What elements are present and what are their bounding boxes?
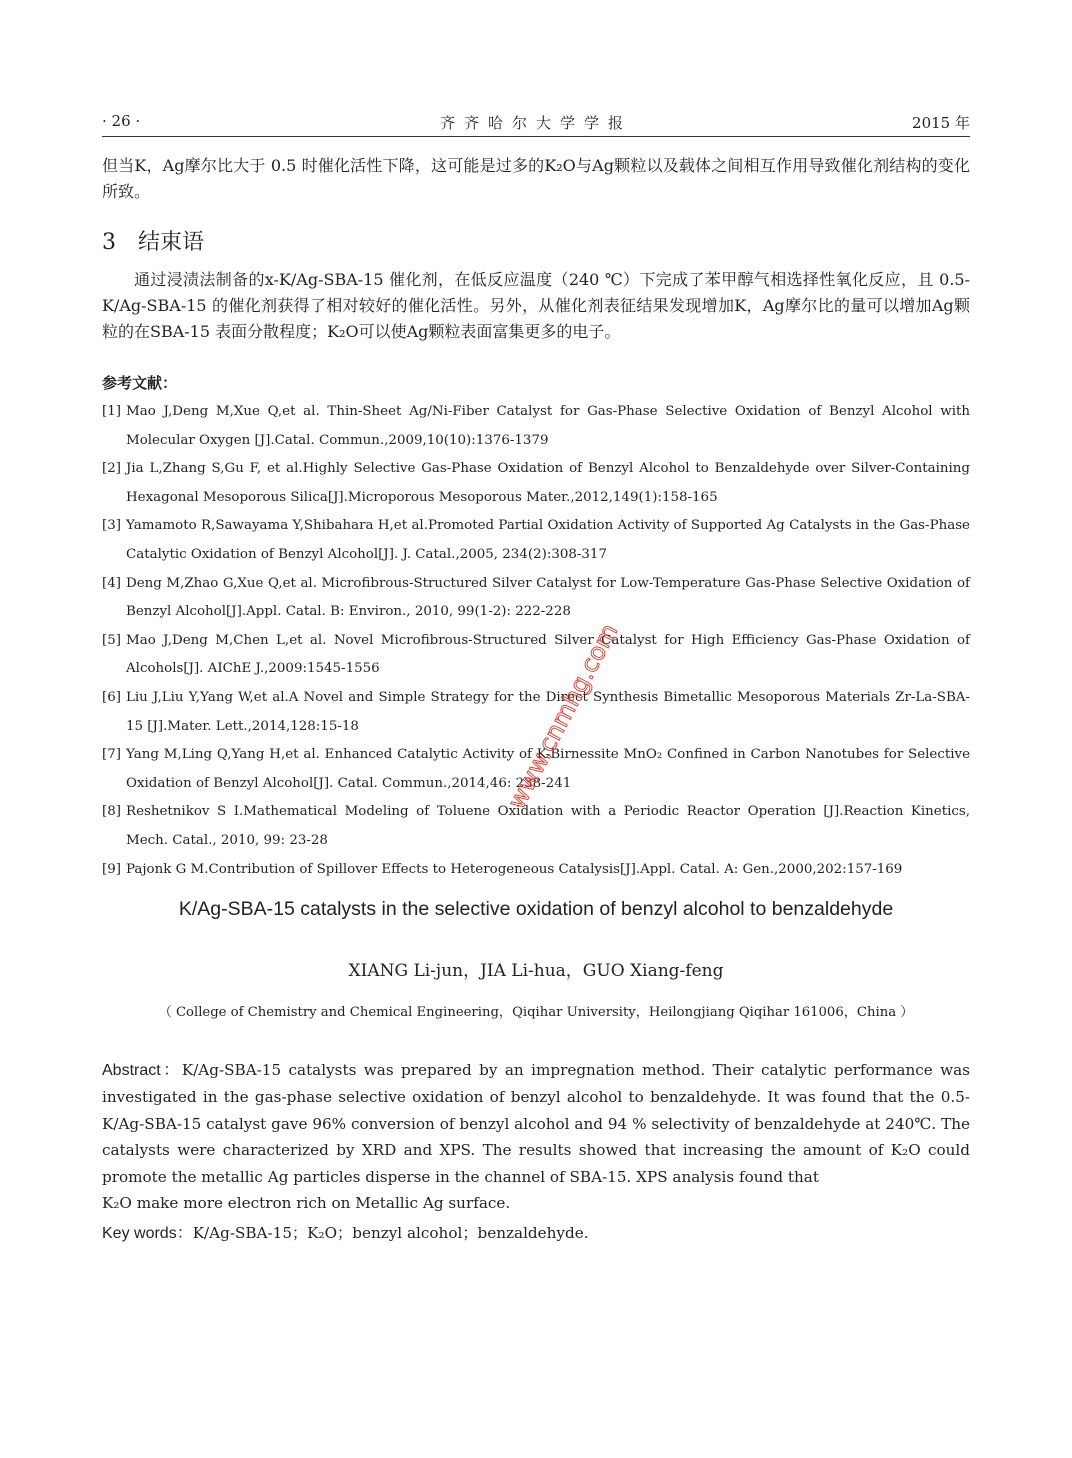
reference-item (102, 398, 970, 455)
publication-year: 2015 年 (912, 114, 970, 132)
reference-text: Yamamoto R,Sawayama Y,Shibahara H,et al.Promoted Partial Oxidation Activity of Supported Ag Catalysts in the Gas-Phase Catalytic Oxidation of Benzyl Alcohol[J]. J. Catal.,2005, 234(2):308-317 (126, 518, 970, 562)
conclusion-text: 通过浸渍法制备的x-K/Ag-SBA-15 催化剂，在低反应温度（240 ℃）下完成了苯甲醇气相选择性氧化反应，且 0.5-K/Ag-SBA-15 的催化剂获得了相对较好的催化活性。另外，从催化剂表征结果发现增加K，Ag摩尔比的量可以增加Ag颗粒的在SBA-15 表面分散程度；K₂O可以使Ag颗粒表面富集更多的电子。 (102, 270, 970, 341)
keywords-text: K/Ag-SBA-15；K₂O；benzyl alcohol；benzaldehyde. (192, 1224, 589, 1242)
english-title: K/Ag-SBA-15 catalysts in the selective oxidation of benzyl alcohol to benzaldehyde (178, 898, 894, 920)
reference-index: [7] (102, 747, 121, 763)
keywords-label: Key words： (102, 1225, 193, 1242)
section-heading (102, 225, 204, 256)
abstract-last-line: K₂O make more electron rich on Metallic Ag surface. (102, 1194, 511, 1213)
reference-text: Yang M,Ling Q,Yang H,et al. Enhanced Catalytic Activity of K-Birnessite MnO₂ Confined in Carbon Nanotubes for Selective Oxidation of Benzyl Alcohol[J]. Catal. Commun.,2014,46: 238-241 (126, 747, 970, 791)
reference-text: Liu J,Liu Y,Yang W,et al.A Novel and Simple Strategy for the Direct Synthesis Bimetallic Mesoporous Materials Zr-La-SBA-15 [J].Mater. Lett.,2014,128:15-18 (126, 689, 970, 734)
section-title: 结束语 (138, 230, 205, 255)
english-abstract (102, 1057, 970, 1216)
reference-item (102, 512, 970, 569)
references-heading: 参考文献： (102, 374, 178, 392)
page-number: · 26 · (102, 112, 141, 130)
conclusion-paragraph (102, 267, 970, 345)
reference-index: [1] (102, 404, 121, 419)
abstract-text: K/Ag-SBA-15 catalysts was prepared by an impregnation method. Their catalytic performance was investigated in the gas-phase selective oxidation of benzyl alcohol to benzaldehyde. It was found that the 0.5-K/Ag-SBA-15 catalyst gave 96% conversion of benzyl alcohol and 94 % selectivity of benzaldehyde at 240℃. The catalysts were characterized by XRD and XPS. The results showed that increasing the amount of K₂O could promote the metallic Ag particles disperse in the channel of SBA-15. XPS analysis found that (102, 1061, 970, 1186)
reference-index: [3] (102, 518, 121, 534)
continuation-paragraph (102, 153, 970, 205)
reference-text: Pajonk G M.Contribution of Spillover Effects to Heterogeneous Catalysis[J].Appl. Catal. A: Gen.,2000,202:157-169 (126, 861, 903, 877)
watermark-text: www.cnmhg.com (502, 618, 624, 814)
reference-index: [2] (102, 461, 121, 477)
reference-index: [8] (102, 804, 121, 820)
section-number: 3 (102, 230, 116, 255)
reference-index: [4] (102, 575, 121, 591)
running-header (102, 110, 970, 137)
reference-text: Reshetnikov S I.Mathematical Modeling of Toluene Oxidation with a Periodic Reactor Operation [J].Reaction Kinetics, Mech. Catal., 2010, 99: 23-28 (126, 804, 970, 848)
reference-index: [9] (102, 861, 121, 877)
continuation-text: 但当K，Ag摩尔比大于 0.5 时催化活性下降，这可能是过多的K₂O与Ag颗粒以及载体之间相互作用导致催化剂结构的变化所致。 (102, 156, 970, 201)
english-keywords (102, 1220, 589, 1243)
reference-index: [6] (102, 689, 121, 705)
abstract-label: Abstract： (102, 1062, 182, 1079)
watermark (502, 590, 624, 850)
reference-text: Mao J,Deng M,Chen L,et al. Novel Microfibrous-Structured Silver Catalyst for High Efficiency Gas-Phase Oxidation of Alcohols[J]. AIChE J.,2009:1545-1556 (126, 632, 970, 677)
journal-name: 齐齐哈尔大学学报 (439, 114, 632, 132)
english-affiliation: （ College of Chemistry and Chemical Engineering，Qiqihar University，Heilongjiang Qiqihar 161006，China ） (158, 1005, 914, 1020)
english-authors: XIANG Li-jun，JIA Li-hua，GUO Xiang-feng (348, 961, 724, 981)
reference-item (102, 455, 970, 512)
reference-index: [5] (102, 632, 121, 648)
reference-text: Jia L,Zhang S,Gu F, et al.Highly Selective Gas-Phase Oxidation of Benzyl Alcohol to Benzaldehyde over Silver-Containing Hexagonal Mesoporous Silica[J].Microporous Mesoporous Mater.,2012,149(1):158-165 (126, 461, 970, 505)
reference-text: Mao J,Deng M,Xue Q,et al. Thin-Sheet Ag/Ni-Fiber Catalyst for Gas-Phase Selective Oxidation of Benzyl Alcohol with Molecular Oxygen [J].Catal. Commun.,2009,10(10):1376-1379 (126, 404, 970, 448)
reference-item (102, 856, 970, 885)
reference-text: Deng M,Zhao G,Xue Q,et al. Microfibrous-Structured Silver Catalyst for Low-Temperature Gas-Phase Selective Oxidation of Benzyl Alcohol[J].Appl. Catal. B: Environ., 2010, 99(1-2): 222-228 (126, 575, 970, 620)
